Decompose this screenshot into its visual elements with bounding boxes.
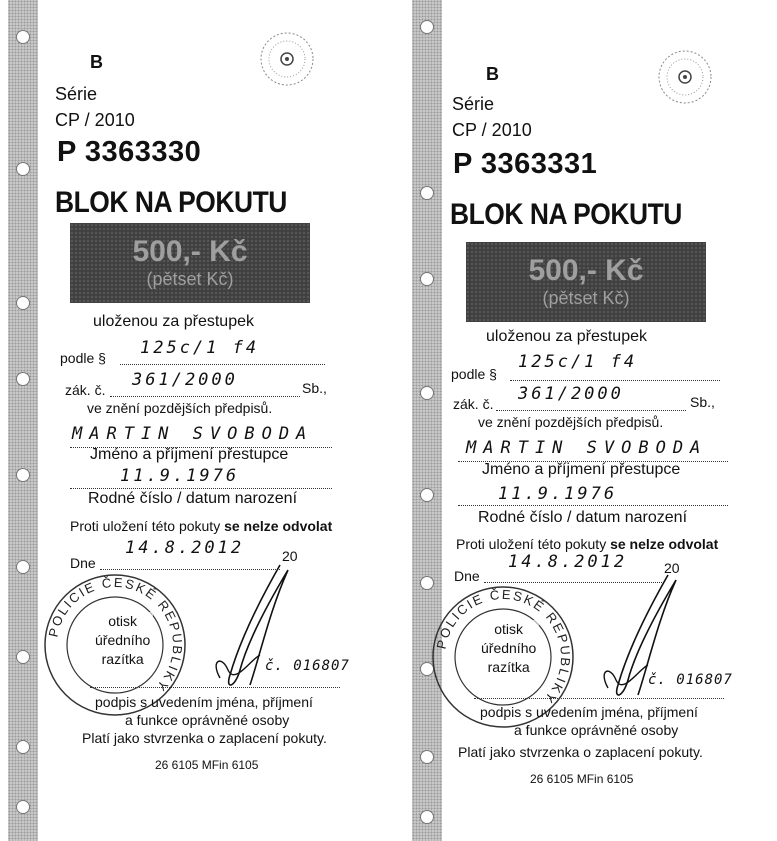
podle-label: podle § (451, 366, 497, 382)
ticket-title: BLOK NA POKUTU (55, 186, 287, 219)
receipt-text: Platí jako stvrzenka o zaplacení pokuty. (82, 730, 327, 746)
offender-name: MARTIN SVOBODA (72, 424, 314, 444)
podle-value: 125c/1 f4 (140, 338, 260, 358)
year-prefix: 20 (664, 560, 680, 576)
stamp-label-line: otisk (494, 621, 524, 637)
punch-hole (16, 296, 30, 310)
birth-label: Rodné číslo / datum narození (478, 509, 688, 526)
signature-line (474, 698, 724, 699)
zak-label: zák. č. (453, 396, 494, 412)
birth-line (458, 505, 728, 506)
punch-hole (16, 30, 30, 44)
appeal-bold-text: se nelze odvolat (224, 518, 333, 534)
podle-value: 125c/1 f4 (518, 352, 638, 372)
fine-amount-words: (pětset Kč) (542, 288, 630, 308)
punch-hole (420, 810, 434, 824)
zak-value: 361/2000 (518, 384, 624, 404)
signature-label-1: podpis s uvedením jména, příjmení (480, 704, 698, 720)
ticket-number: P 3363331 (453, 148, 598, 180)
punch-hole (16, 650, 30, 664)
form-letter: B (486, 64, 499, 84)
punch-hole (16, 162, 30, 176)
signature-label-1: podpis s uvedením jména, příjmení (95, 694, 313, 710)
fine-ticket-2 (398, 0, 777, 841)
podle-line (510, 380, 720, 381)
punch-hole (16, 560, 30, 574)
series-label: Série (55, 84, 98, 104)
officer-number: č. 016807 (265, 658, 350, 674)
offender-birth: 11.9.1976 (120, 466, 240, 486)
offender-birth: 11.9.1976 (498, 484, 618, 504)
stamp-label-line: úředního (95, 632, 151, 648)
stamp-ring-text: POLICIE ČESKÉ REPUBLIKY (45, 574, 186, 696)
zak-value: 361/2000 (132, 370, 238, 390)
punch-hole (420, 750, 434, 764)
stamp-label-line: úředního (481, 640, 537, 656)
form-letter: B (90, 52, 103, 72)
issue-date: 14.8.2012 (125, 538, 245, 558)
offender-name: MARTIN SVOBODA (466, 438, 708, 458)
fine-amount: 500,- Kč (528, 254, 644, 287)
officer-number: č. 016807 (648, 672, 733, 688)
fine-amount: 500,- Kč (132, 235, 248, 268)
stamp-label (92, 612, 153, 669)
series-value: CP / 2010 (55, 110, 135, 130)
punch-hole (420, 186, 434, 200)
podle-line (120, 364, 325, 365)
podle-label: podle § (60, 350, 106, 366)
issue-date: 14.8.2012 (508, 552, 628, 572)
appeal-notice (456, 536, 718, 552)
signature-line (90, 687, 340, 688)
dne-label: Dne (454, 568, 480, 584)
imposed-label: uloženou za přestupek (486, 328, 647, 345)
sb-label: Sb., (690, 394, 715, 410)
stamp-label (478, 620, 539, 677)
ticket-number: P 3363330 (57, 136, 202, 168)
punch-hole (420, 20, 434, 34)
receipt-text: Platí jako stvrzenka o zaplacení pokuty. (458, 744, 703, 760)
series-value: CP / 2010 (452, 120, 532, 140)
form-code: 26 6105 MFin 6105 (530, 772, 634, 786)
stamp-label-line: razítka (487, 659, 530, 675)
dne-label: Dne (70, 555, 96, 571)
predpisy-label: ve znění pozdějších předpisů. (478, 414, 664, 430)
punch-hole (420, 272, 434, 286)
perforation-strip (8, 0, 38, 841)
punch-hole (16, 468, 30, 482)
birth-line (70, 488, 332, 489)
punch-hole (420, 488, 434, 502)
signature-label-2: a funkce oprávněné osoby (125, 712, 290, 728)
name-label: Jméno a příjmení přestupce (482, 461, 681, 478)
punch-hole (16, 372, 30, 386)
appeal-notice (70, 518, 332, 534)
year-prefix: 20 (282, 548, 298, 564)
series-label: Série (452, 94, 495, 114)
amount-box (70, 223, 310, 303)
ticket-title: BLOK NA POKUTU (450, 198, 682, 231)
appeal-bold-text: se nelze odvolat (610, 536, 719, 552)
stamp-label-line: razítka (101, 651, 144, 667)
appeal-text: Proti uložení této pokuty (456, 536, 611, 552)
punch-hole (16, 800, 30, 814)
security-rosette-icon (258, 30, 316, 88)
security-rosette-icon (656, 48, 714, 106)
stamp-ring-text: POLICIE ČESKÉ REPUBLIKY (433, 586, 574, 708)
name-label: Jméno a příjmení přestupce (90, 446, 289, 463)
zak-label: zák. č. (65, 382, 106, 398)
signature-label-2: a funkce oprávněné osoby (514, 722, 679, 738)
predpisy-label: ve znění pozdějších předpisů. (87, 400, 273, 416)
appeal-text: Proti uložení této pokuty (70, 518, 225, 534)
zak-line (496, 410, 686, 411)
stamp-label-line: otisk (108, 613, 138, 629)
birth-label: Rodné číslo / datum narození (88, 490, 298, 507)
sb-label: Sb., (302, 380, 327, 396)
zak-line (110, 396, 300, 397)
punch-hole (420, 386, 434, 400)
amount-box (466, 242, 706, 322)
punch-hole (16, 740, 30, 754)
form-code: 26 6105 MFin 6105 (155, 758, 259, 772)
imposed-label: uloženou za přestupek (93, 313, 254, 330)
fine-amount-words: (pětset Kč) (146, 269, 234, 289)
